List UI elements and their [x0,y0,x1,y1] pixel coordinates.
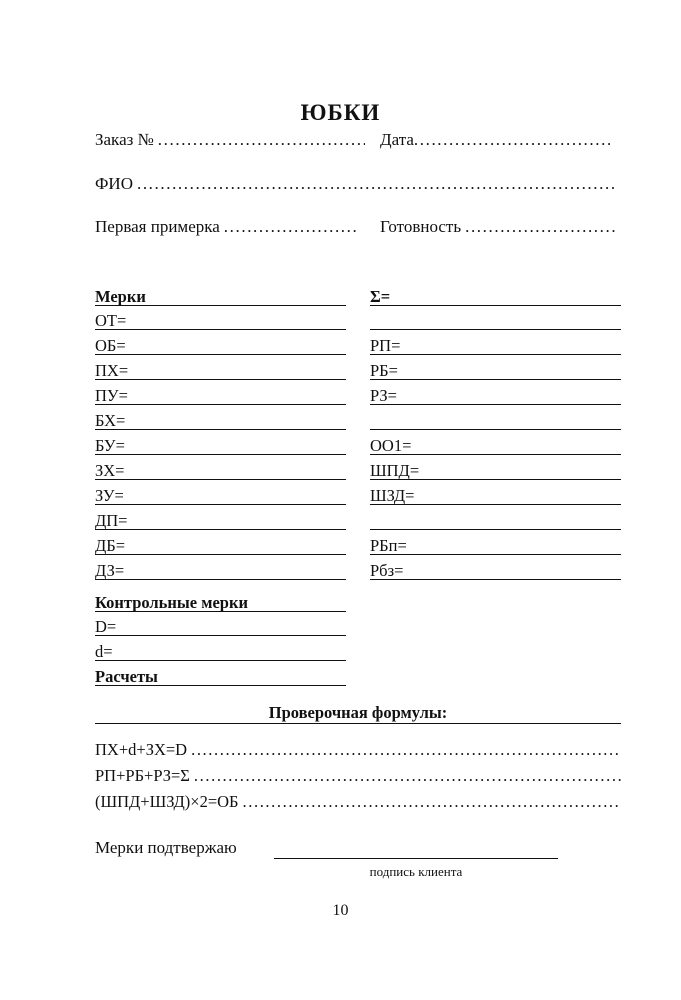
date-field [380,130,610,150]
page-title: ЮБКИ [300,100,381,125]
order-number-field [95,130,365,150]
client-name-field [95,174,615,194]
formulas-heading: Проверочная формулы: [95,700,621,724]
control-row: D= [95,612,346,636]
sum-row: РБ= [370,356,621,380]
order-number-label: Заказ № [95,130,154,149]
signature-line [274,858,558,859]
formula-line [95,740,621,760]
measure-row: ОБ= [95,331,346,355]
formula-text: РП+РБ+РЗ=Σ [95,766,190,785]
readiness-field [380,217,618,237]
first-fitting-label: Первая примерка [95,217,220,236]
control-heading: Контрольные мерки [95,588,346,612]
confirm-label: Мерки подтвержаю [95,838,237,857]
sum-row [370,406,621,430]
sum-row: РБп= [370,531,621,555]
measure-row: ДЗ= [95,556,346,580]
measure-row: ОТ= [95,306,346,330]
measure-row: БХ= [95,406,346,430]
signature-caption: подпись клиента [369,864,463,879]
measure-row: ПУ= [95,381,346,405]
sum-row: ОО1= [370,431,621,455]
measure-row: БУ= [95,431,346,455]
sum-row [370,506,621,530]
client-name-label: ФИО [95,174,133,193]
first-fitting-field [95,217,357,237]
formula-text: (ШПД+ШЗД)×2=ОБ [95,792,239,811]
formula-text: ПХ+d+ЗХ=D [95,740,188,759]
measure-row: ДБ= [95,531,346,555]
date-label: Дата [380,130,414,149]
sum-row: ШПД= [370,456,621,480]
measures-heading: Мерки [95,282,346,306]
formula-line [95,766,621,786]
sum-row: РЗ= [370,381,621,405]
formula-line [95,792,621,812]
calculations-heading: Расчеты [95,662,346,686]
sum-row: Рбз= [370,556,621,580]
sum-row [370,306,621,330]
measure-row: ДП= [95,506,346,530]
page-number: 10 [332,902,349,919]
measure-row: ЗХ= [95,456,346,480]
measure-row: ЗУ= [95,481,346,505]
measure-row: ПХ= [95,356,346,380]
readiness-label: Готовность [380,217,462,236]
sum-row: ШЗД= [370,481,621,505]
sum-heading: Σ= [370,282,621,306]
control-row: d= [95,637,346,661]
sum-row: РП= [370,331,621,355]
